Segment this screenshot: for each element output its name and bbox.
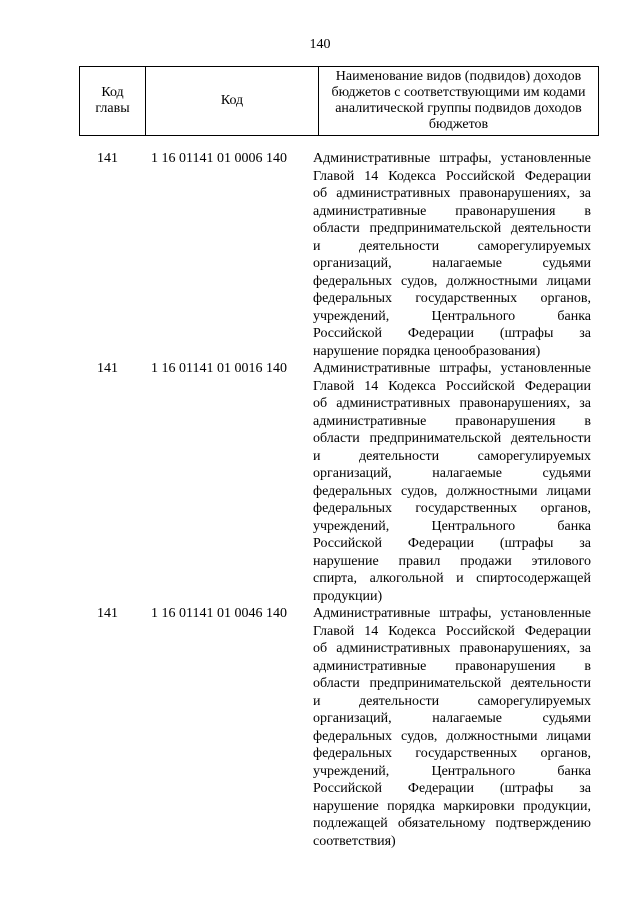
chapter-code-cell: 141 [97, 606, 118, 621]
description-line: Российской Федерации (штрафы за [313, 781, 591, 796]
description-line: организаций, налагаемые судьями [313, 256, 591, 271]
budget-code-cell: 1 16 01141 01 0006 140 [151, 151, 287, 166]
description-line: административные правонарушения в [313, 658, 591, 674]
chapter-code-cell: 141 [97, 361, 118, 376]
description-line: и деятельности саморегулируемых [313, 448, 591, 464]
description-line: федеральных государственных органов, [313, 501, 591, 516]
header-description-line: Наименование видов (подвидов) доходов [335, 69, 582, 84]
header-description-line: бюджетов с соответствующими им кодами [331, 85, 586, 100]
description-line: Российской Федерации (штрафы за [313, 536, 591, 551]
header-code: Код [146, 67, 319, 136]
description-line: Административные штрафы, установленные [313, 606, 591, 621]
header-chapter-code-line: Код [101, 85, 124, 100]
description-line: области предпринимательской деятельности [313, 676, 591, 691]
table-header [79, 66, 599, 136]
description-line: административные правонарушения в [313, 203, 591, 219]
table-row [79, 605, 599, 850]
header-chapter-code-line: главы [95, 101, 130, 116]
description-line: нарушение правил продажи этилового [313, 553, 591, 569]
description-line: Административные штрафы, установленные [313, 151, 591, 166]
description-line: спирта, алкогольной и спиртосодержащей [313, 571, 591, 586]
description-line: Главой 14 Кодекса Российской Федерации [313, 378, 591, 394]
description-line: организаций, налагаемые судьями [313, 466, 591, 481]
header-description-line: бюджетов [428, 117, 489, 132]
description-line: продукции) [313, 588, 383, 604]
table-row [79, 360, 599, 605]
description-line: Главой 14 Кодекса Российской Федерации [313, 168, 591, 184]
description-line: области предпринимательской деятельности [313, 221, 591, 236]
description-line: Российской Федерации (штрафы за [313, 326, 591, 341]
chapter-code-cell: 141 [97, 151, 118, 166]
description-line: федеральных государственных органов, [313, 291, 591, 306]
header-description [319, 67, 599, 136]
budget-code-cell: 1 16 01141 01 0046 140 [151, 606, 287, 621]
description-line: учреждений, Центрального банка [313, 518, 591, 534]
description-line: организаций, налагаемые судьями [313, 711, 591, 726]
description-cell [313, 360, 591, 605]
description-line: Административные штрафы, установленные [313, 361, 591, 376]
description-line: нарушение порядка маркировки продукции, [313, 798, 591, 814]
page-number: 140 [309, 37, 331, 52]
description-line: Главой 14 Кодекса Российской Федерации [313, 623, 591, 639]
description-cell [313, 150, 591, 360]
description-line: области предпринимательской деятельности [313, 431, 591, 446]
description-line: нарушение порядка ценообразования) [313, 343, 541, 359]
description-line: об административных правонарушениях, за [313, 186, 591, 201]
header-description-line: аналитической группы подвидов доходов [335, 101, 582, 116]
description-line: административные правонарушения в [313, 413, 591, 429]
description-line: и деятельности саморегулируемых [313, 693, 591, 709]
description-line: федеральных судов, должностными лицами [313, 483, 591, 499]
description-line: подлежащей обязательному подтверждению [313, 816, 591, 831]
table-row [79, 150, 599, 360]
description-line: учреждений, Центрального банка [313, 308, 591, 324]
budget-code-cell: 1 16 01141 01 0016 140 [151, 361, 287, 376]
description-line: федеральных судов, должностными лицами [313, 728, 591, 744]
description-line: федеральных государственных органов, [313, 746, 591, 761]
description-line: соответствия) [313, 833, 396, 849]
description-line: федеральных судов, должностными лицами [313, 273, 591, 289]
description-cell [313, 605, 591, 850]
entries-list [79, 150, 599, 850]
description-line: об административных правонарушениях, за [313, 396, 591, 411]
description-line: и деятельности саморегулируемых [313, 238, 591, 254]
description-line: об административных правонарушениях, за [313, 641, 591, 656]
header-chapter-code [80, 67, 146, 136]
description-line: учреждений, Центрального банка [313, 763, 591, 779]
